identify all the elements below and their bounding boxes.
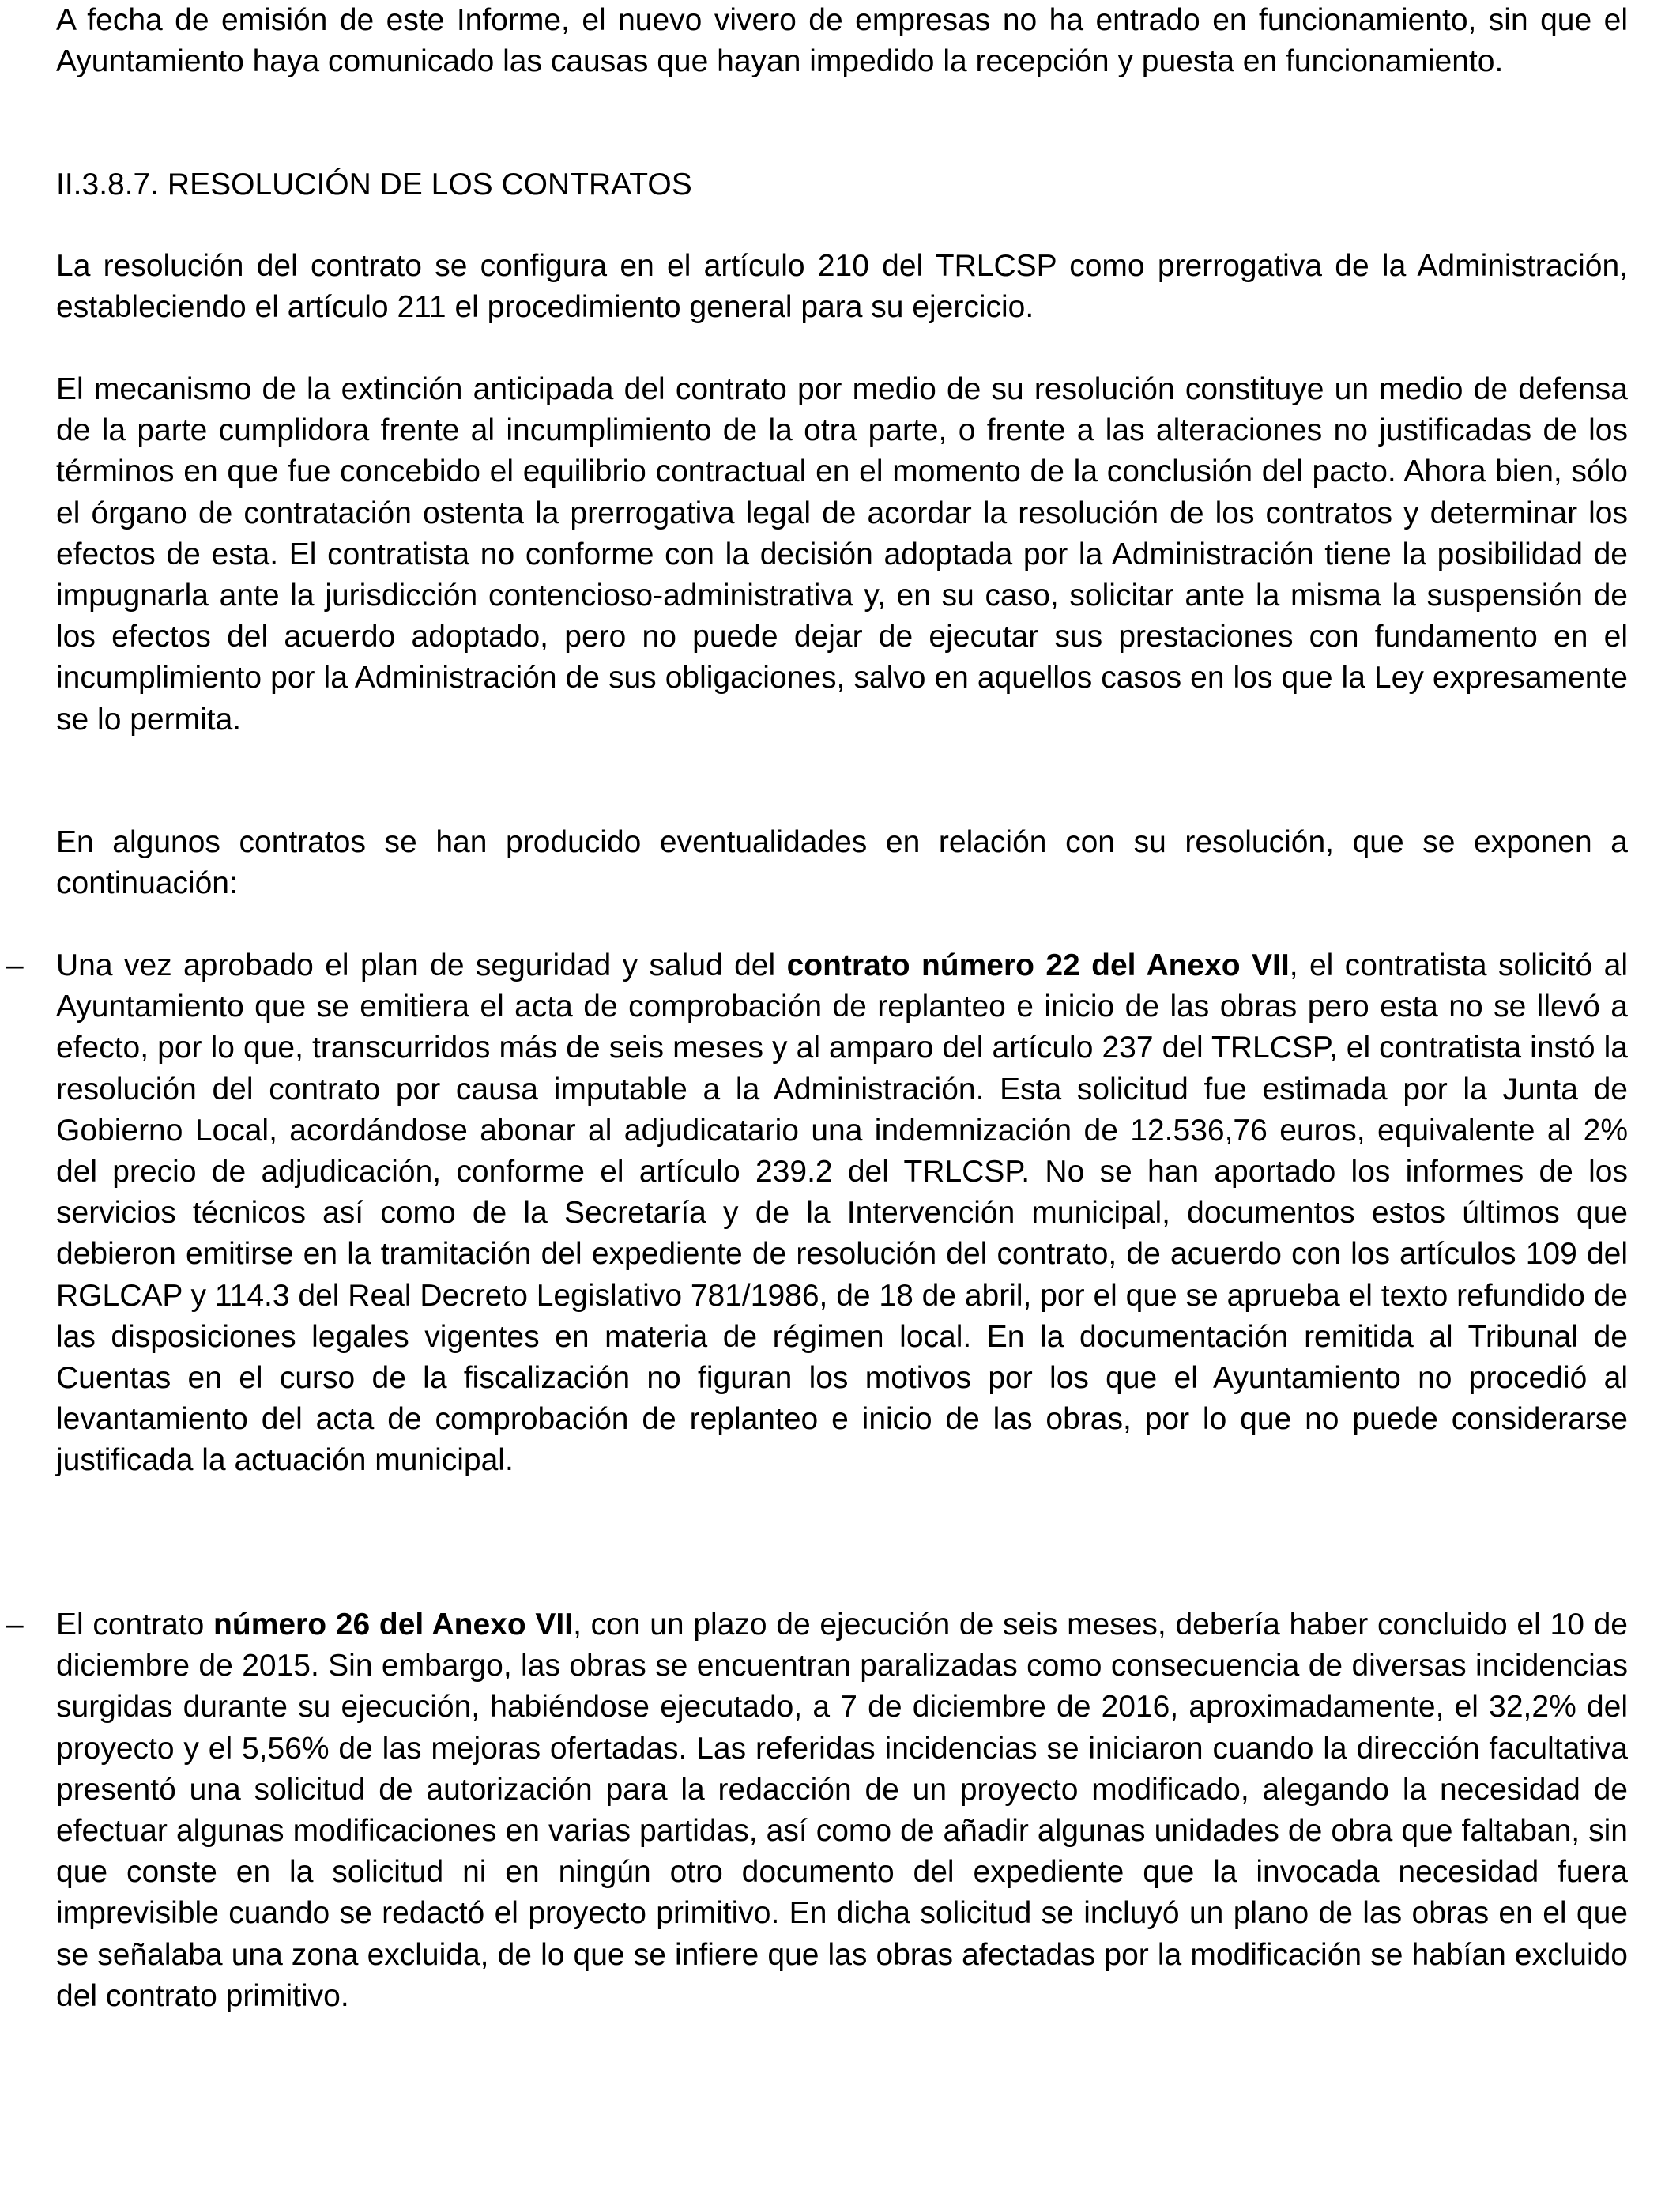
list-item-text [56, 1604, 1628, 2017]
list-item-text [56, 945, 1628, 1482]
paragraph-vivero: A fecha de emisión de este Informe, el nuevo vivero de empresas no ha entrado en funcionamiento, sin que el Ayuntamiento haya comunicado las causas que hayan impedido la recepción y puesta en funcionamiento. [56, 3, 1628, 79]
contract-reference-bold: número 26 del Anexo VII [213, 1608, 574, 1642]
list-item-contrato-22 [6, 945, 1628, 1482]
list-item-text-rest: , con un plazo de ejecución de seis meses, debería haber concluido el 10 de diciembre de 2015. Sin embargo, las obras se encuentran paralizadas como consecuencia de diversas incidencias surgidas durante su ejecución, habiéndose ejecutado, a 7 de diciembre de 2016, aproximadamente, el 32,2% del proyecto y el 5,56% de las mejoras ofertadas. Las referidas incidencias se iniciaron cuando la dirección facultativa presentó una solicitud de autorización para la redacción de un proyecto modificado, alegando la necesidad de efectuar algunas modificaciones en varias partidas, así como de añadir algunas unidades de obra que faltaban, sin que conste en la solicitud ni en ningún otro documento del expediente que la invocada necesidad fuera imprevisible cuando se redactó el proyecto primitivo. En dicha solicitud se incluyó un plano de las obras en el que se señalaba una zona excluida, de lo que se infiere que las obras afectadas por la modificación se habían excluido del contrato primitivo. [56, 1608, 1628, 2013]
dash-bullet: – [6, 948, 24, 982]
list-item-text-lead: El contrato [56, 1608, 214, 1642]
paragraph-resolucion-intro: La resolución del contrato se configura en el artículo 210 del TRLCSP como prerrogativa de la Administración, estableciendo el artículo 211 el procedimiento general para su ejercicio. [56, 249, 1628, 325]
dash-bullet: – [6, 1608, 24, 1642]
section-heading: II.3.8.7. RESOLUCIÓN DE LOS CONTRATOS [56, 168, 692, 202]
list-item-text-lead: Una vez aprobado el plan de seguridad y salud del [56, 948, 787, 982]
paragraph-mecanismo: El mecanismo de la extinción anticipada del contrato por medio de su resolución constituye un medio de defensa de la parte cumplidora frente al incumplimiento de la otra parte, o frente a las alteraciones no justificadas de los términos en que fue concebido el equilibrio contractual en el momento de la conclusión del pacto. Ahora bien, sólo el órgano de contratación ostenta la prerrogativa legal de acordar la resolución de los contratos y determinar los efectos de esta. El contratista no conforme con la decisión adoptada por la Administración tiene la posibilidad de impugnarla ante la jurisdicción contencioso-administrativa y, en su caso, solicitar ante la misma la suspensión de los efectos del acuerdo adoptado, pero no puede dejar de ejecutar sus prestaciones con fundamento en el incumplimiento por la Administración de sus obligaciones, salvo en aquellos casos en los que la Ley expresamente se lo permita. [56, 372, 1628, 737]
contract-reference-bold: contrato número 22 del Anexo VII [786, 948, 1290, 982]
list-item-text-rest: , el contratista solicitó al Ayuntamiento que se emitiera el acta de comprobación de replanteo e inicio de las obras pero esta no se llevó a efecto, por lo que, transcurridos más de seis meses y al amparo del artículo 237 del TRLCSP, el contratista instó la resolución del contrato por causa imputable a la Administración. Esta solicitud fue estimada por la Junta de Gobierno Local, acordándose abonar al adjudicatario una indemnización de 12.536,76 euros, equivalente al 2% del precio de adjudicación, conforme el artículo 239.2 del TRLCSP. No se han aportado los informes de los servicios técnicos así como de la Secretaría y de la Intervención municipal, documentos estos últimos que debieron emitirse en la tramitación del expediente de resolución del contrato, de acuerdo con los artículos 109 del RGLCAP y 114.3 del Real Decreto Legislativo 781/1986, de 18 de abril, por el que se aprueba el texto refundido de las disposiciones legales vigentes en materia de régimen local. En la documentación remitida al Tribunal de Cuentas en el curso de la fiscalización no figuran los motivos por los que el Ayuntamiento no procedió al levantamiento del acta de comprobación de replanteo e inicio de las obras, por lo que no puede considerarse justificada la actuación municipal. [56, 948, 1628, 1478]
list-item-contrato-26 [6, 1604, 1628, 2017]
paragraph-eventualidades: En algunos contratos se han producido eventualidades en relación con su resolución, que se exponen a continuación: [56, 825, 1628, 901]
